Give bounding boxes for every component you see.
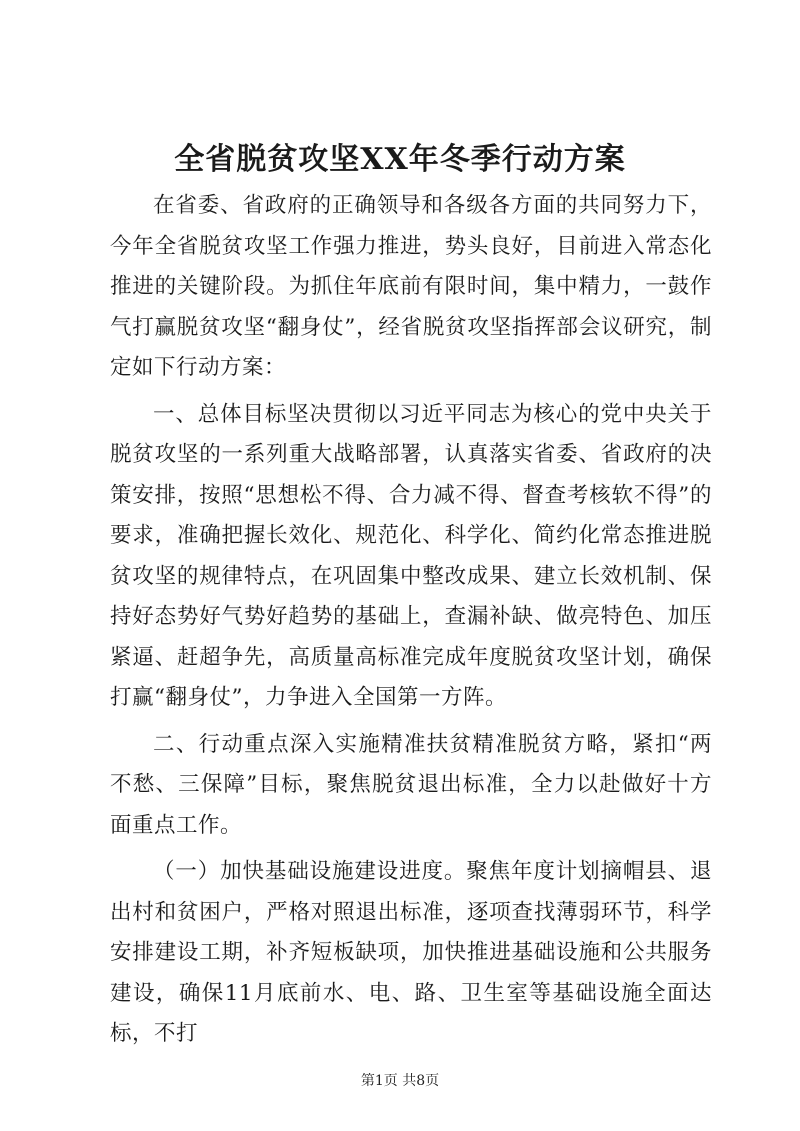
page-footer: 第1页 共8页: [360, 1073, 440, 1089]
paragraph-intro: 在省委、省政府的正确领导和各级各方面的共同努力下，今年全省脱贫攻坚工作强力推进，势头良好，目前进入常态化推进的关键阶段。为抓住年底前有限时间，集中精力，一鼓作气打赢脱贫攻坚“翻身仗”，经省脱贫攻坚指挥部会议研究，制定如下行动方案：: [110, 193, 712, 380]
paragraph-action-focus: 二、行动重点深入实施精准扶贫精准脱贫方略，紧扣“两不愁、三保障”目标，聚焦脱贫退出标准，全力以赴做好十方面重点工作。: [110, 731, 712, 838]
document-body: [110, 186, 712, 1061]
paragraph-overall-goal: 一、总体目标坚决贯彻以习近平同志为核心的党中央关于脱贫攻坚的一系列重大战略部署，认真落实省委、省政府的决策安排，按照“思想松不得、合力减不得、督查考核软不得”的要求，准确把握长效化、规范化、科学化、简约化常态推进脱贫攻坚的规律特点，在巩固集中整改成果、建立长效机制、保持好态势好气势好趋势的基础上，查漏补缺、做亮特色、加压紧逼、赶超争先，高质量高标准完成年度脱贫攻坚计划，确保打赢“翻身仗”，力争进入全国第一方阵。: [110, 401, 712, 710]
paragraph-infrastructure: （一）加快基础设施建设进度。聚焦年度计划摘帽县、退出村和贫困户，严格对照退出标准，逐项查找薄弱环节，科学安排建设工期，补齐短板缺项，加快推进基础设施和公共服务建设，确保11月底前水、电、路、卫生室等基础设施全面达标，不打: [110, 859, 712, 1046]
document-title: 全省脱贫攻坚XX年冬季行动方案: [174, 142, 626, 177]
